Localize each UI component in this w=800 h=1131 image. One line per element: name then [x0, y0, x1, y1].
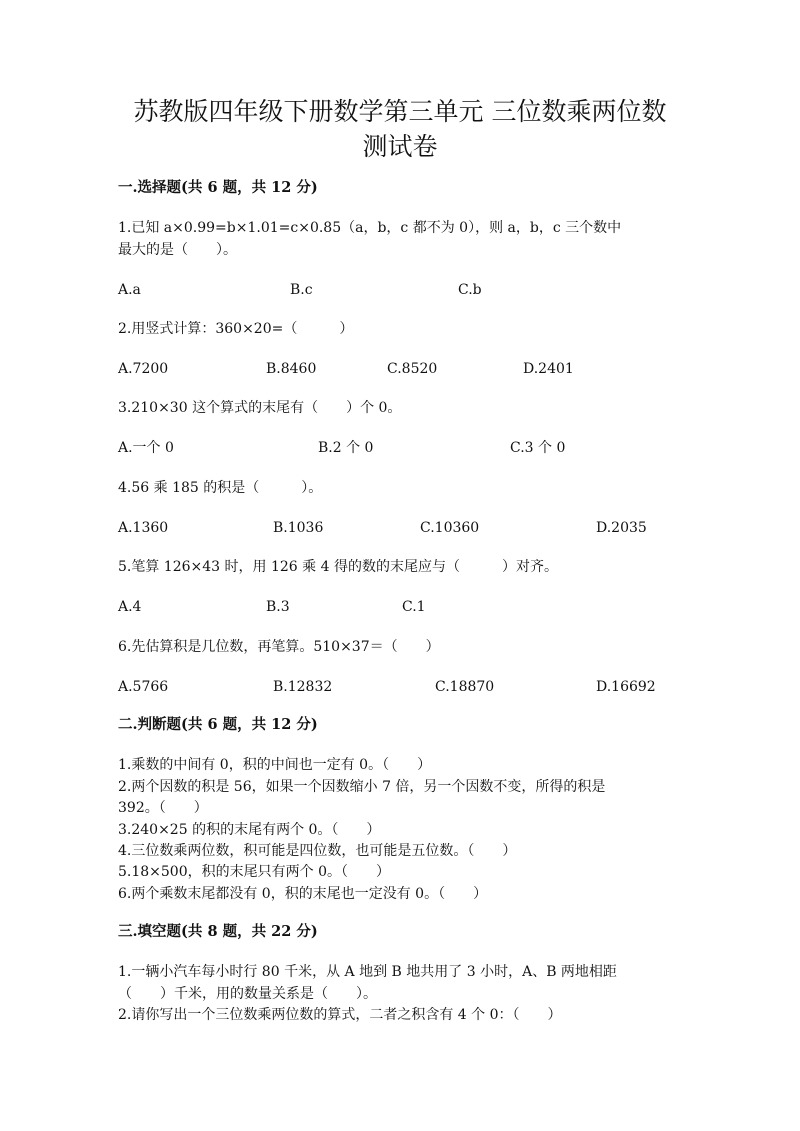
q5-text: 5.笔算 126×43 时，用 126 乘 4 得的数的末尾应与（ ）对齐。 — [118, 559, 558, 575]
q4-option-a: A.1360 — [118, 520, 169, 536]
fill-item-2: 2.请你写出一个三位数乘两位数的算式，二者之积含有 4 个 0：（ ） — [118, 1007, 562, 1023]
judge-item-2-line1: 2.两个因数的积是 56，如果一个因数缩小 7 倍，另一个因数不变，所得的积是 — [118, 779, 606, 795]
q1-option-a: A.a — [118, 282, 141, 298]
q1-option-c: C.b — [458, 282, 482, 298]
q3-text: 3.210×30 这个算式的末尾有（ ）个 0。 — [118, 400, 402, 416]
q1-text-line1: 1.已知 a×0.99=b×1.01=c×0.85（a，b，c 都不为 0），则 a，b，c 三个数中 — [118, 220, 622, 236]
q6-option-a: A.5766 — [118, 679, 169, 695]
q4-option-d: D.2035 — [596, 520, 647, 536]
q4-text: 4.56 乘 185 的积是（ ）。 — [118, 480, 323, 496]
q3-option-b: B.2 个 0 — [318, 440, 374, 456]
q5-option-b: B.3 — [266, 599, 290, 615]
judge-item-3: 3.240×25 的积的末尾有两个 0。（ ） — [118, 822, 381, 838]
q1-text-line2: 最大的是（ ）。 — [118, 242, 237, 258]
q2-option-d: D.2401 — [523, 361, 574, 377]
judge-item-2-line2: 392。（ ） — [118, 800, 208, 816]
section1-heading: 一.选择题(共 6 题，共 12 分) — [118, 179, 318, 196]
fill-item-1-line2: （ ）千米，用的数量关系是（ ）。 — [118, 986, 377, 1002]
q6-option-c: C.18870 — [435, 679, 495, 695]
q2-option-a: A.7200 — [118, 361, 169, 377]
exam-title-line2: 测试卷 — [362, 132, 438, 161]
q6-option-b: B.12832 — [273, 679, 333, 695]
section3-heading: 三.填空题(共 8 题，共 22 分) — [118, 923, 318, 940]
q4-option-b: B.1036 — [273, 520, 324, 536]
q2-text: 2.用竖式计算：360×20=（ ） — [118, 321, 354, 337]
section2-heading: 二.判断题(共 6 题，共 12 分) — [118, 716, 318, 733]
q6-text: 6.先估算积是几位数，再笔算。510×37＝（ ） — [118, 639, 440, 655]
q6-option-d: D.16692 — [596, 679, 656, 695]
q2-option-c: C.8520 — [387, 361, 438, 377]
judge-item-6: 6.两个乘数末尾都没有 0，积的末尾也一定没有 0。（ ） — [118, 886, 488, 902]
q1-option-b: B.c — [290, 282, 313, 298]
judge-item-1: 1.乘数的中间有 0，积的中间也一定有 0。（ ） — [118, 757, 432, 773]
q3-option-c: C.3 个 0 — [510, 440, 566, 456]
q2-option-b: B.8460 — [266, 361, 317, 377]
judge-item-5: 5.18×500，积的末尾只有两个 0。（ ） — [118, 864, 390, 880]
q5-option-a: A.4 — [118, 599, 142, 615]
q5-option-c: C.1 — [402, 599, 426, 615]
fill-item-1-line1: 1.一辆小汽车每小时行 80 千米，从 A 地到 B 地共用了 3 小时，A、B 两地相距 — [118, 964, 617, 980]
exam-title-line1: 苏教版四年级下册数学第三单元 三位数乘两位数 — [133, 97, 667, 126]
q4-option-c: C.10360 — [420, 520, 480, 536]
q3-option-a: A.一个 0 — [118, 440, 174, 456]
judge-item-4: 4.三位数乘两位数，积可能是四位数，也可能是五位数。（ ） — [118, 843, 517, 859]
